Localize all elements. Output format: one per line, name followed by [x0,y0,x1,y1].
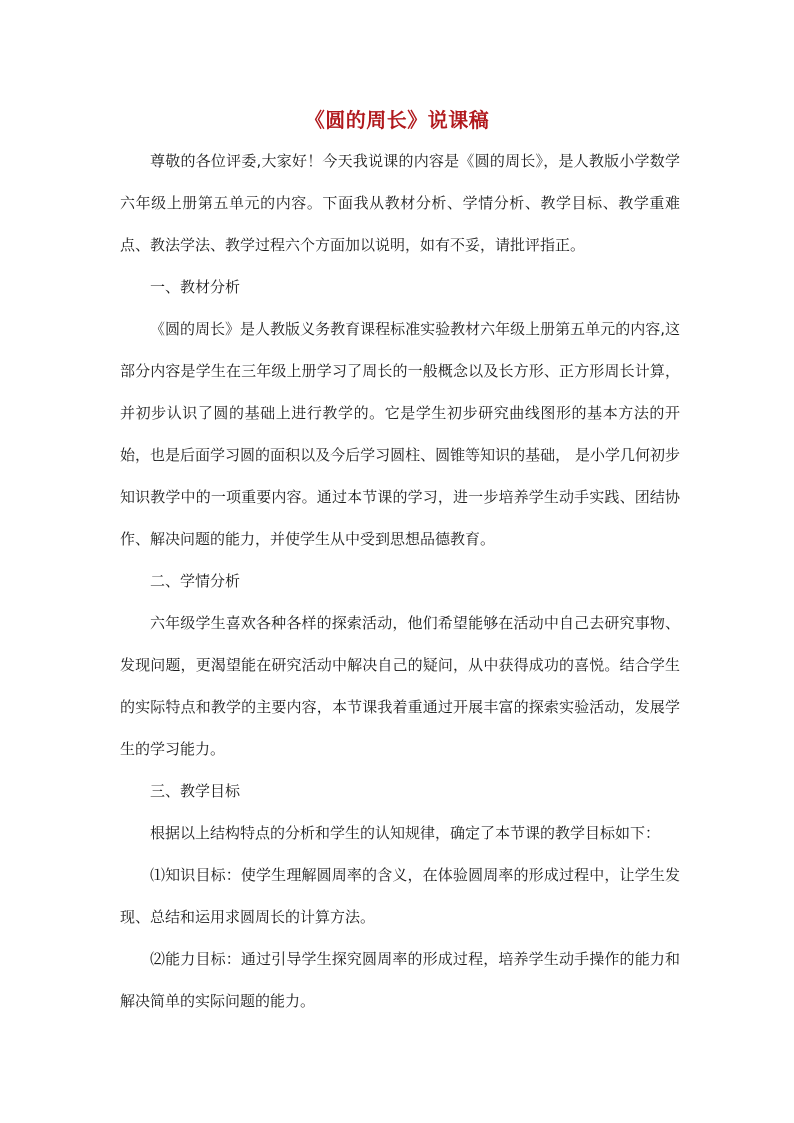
section-heading-student-analysis: 二、学情分析 [150,572,241,590]
knowledge-goal-paragraph: ⑴知识目标：使学生理解圆周率的含义，在体验圆周率的形成过程中，让学生发现、总结和运用求圆周长的计算方法。 [120,866,680,926]
document-body [120,140,680,1022]
student-analysis-paragraph: 六年级学生喜欢各种各样的探索活动，他们希望能够在活动中自己去研究事物、发现问题，更渴望能在研究活动中解决自己的疑问，从中获得成功的喜悦。结合学生的实际特点和教学的主要内容，本节课我着重通过开展丰富的探索实验活动，发展学生的学习能力。 [120,614,680,758]
document-title: 《圆的周长》说课稿 [304,108,490,132]
teaching-goals-intro-paragraph: 根据以上结构特点的分析和学生的认知规律，确定了本节课的教学目标如下： [150,824,661,842]
section-heading-teaching-goals: 三、教学目标 [150,782,241,800]
ability-goal-paragraph: ⑵能力目标：通过引导学生探究圆周率的形成过程，培养学生动手操作的能力和解决简单的实际问题的能力。 [120,950,680,1010]
section-heading-textbook-analysis: 一、教材分析 [150,278,241,296]
intro-paragraph: 尊敬的各位评委,大家好！今天我说课的内容是《圆的周长》，是人教版小学数学六年级上册第五单元的内容。下面我从教材分析、学情分析、教学目标、教学重难点、教法学法、教学过程六个方面加以说明，如有不妥，请批评指正。 [120,152,680,254]
textbook-analysis-paragraph: 《圆的周长》是人教版义务教育课程标准实验教材六年级上册第五单元的内容,这部分内容是学生在三年级上册学习了周长的一般概念以及长方形、正方形周长计算，并初步认识了圆的基础上进行教学的。它是学生初步研究曲线图形的基本方法的开始，也是后面学习圆的面积以及今后学习圆柱、圆锥等知识的基础， 是小学几何初步知识教学中的一项重要内容。通过本节课的学习，进一步培养学生动手实践、团结协作、解决问题的能力，并使学生从中受到思想品德教育。 [120,320,680,548]
